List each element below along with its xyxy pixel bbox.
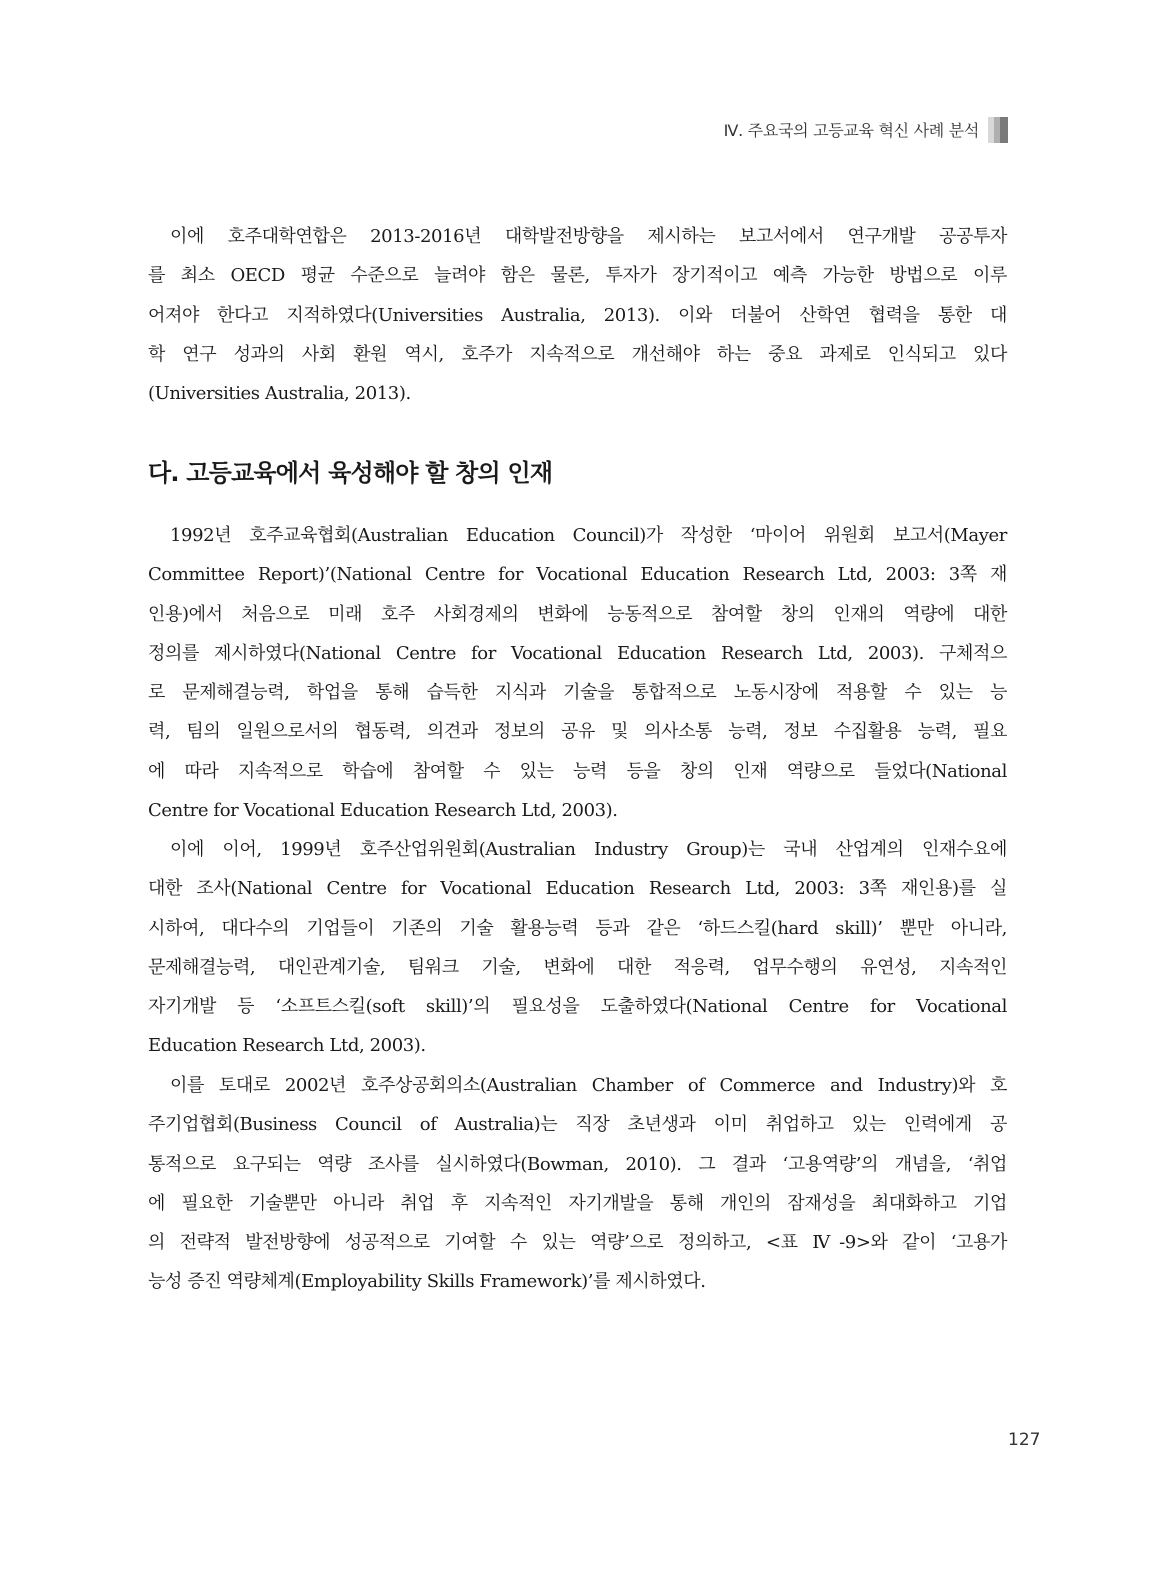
text-line: 의 전략적 발전방향에 성공적으로 기여할 수 있는 역량’으로 정의하고, <표 Ⅳ-9>와 같이 ‘고용가 [148, 1232, 1007, 1254]
running-header-title: Ⅳ. 주요국의 고등교육 혁신 사례 분석 [723, 121, 979, 140]
text-line: Committee Report)’(National Centre for Vocational Education Research Ltd, 2003: 3쪽 재 [148, 564, 1007, 586]
text-line: (Universities Australia, 2013). [148, 383, 411, 405]
text-line: Education Research Ltd, 2003). [148, 1035, 426, 1057]
text-line: 학 연구 성과의 사회 환원 역시, 호주가 지속적으로 개선해야 하는 중요 과제로 인식되고 있다 [148, 343, 1007, 365]
text-line: 어져야 한다고 지적하였다(Universities Australia, 2013). 이와 더불어 산학연 협력을 통한 대 [148, 304, 1007, 326]
text-line: 에 필요한 기술뿐만 아니라 취업 후 지속적인 자기개발을 통해 개인의 잠재성을 최대화하고 기업 [148, 1192, 1007, 1214]
paragraph-3 [148, 830, 1007, 1066]
text-line: 이에 이어, 1999년 호주산업위원회(Australian Industry Group)는 국내 산업계의 인재수요에 [170, 839, 1007, 860]
text-line: 로 문제해결능력, 학업을 통해 습득한 지식과 기술을 통합적으로 노동시장에 적용할 수 있는 능 [148, 682, 1007, 704]
text-line: 통적으로 요구되는 역량 조사를 실시하였다(Bowman, 2010). 그 결과 ‘고용역량’의 개념을, ‘취업 [148, 1153, 1007, 1175]
text-line: 력, 팀의 일원으로서의 협동력, 의견과 정보의 공유 및 의사소통 능력, 정보 수집활용 능력, 필요 [148, 721, 1007, 743]
text-line: 주기업협회(Business Council of Australia)는 직장 초년생과 이미 취업하고 있는 인력에게 공 [148, 1114, 1007, 1136]
text-line: 1992년 호주교육협회(Australian Education Council)가 작성한 ‘마이어 위원회 보고서(Mayer [170, 525, 1007, 546]
paragraph-1 [148, 217, 1007, 413]
paragraph-2 [148, 516, 1007, 830]
header-bar-segment [1000, 117, 1008, 143]
text-line: 능성 증진 역량체계(Employability Skills Framework)’를 제시하였다. [148, 1271, 706, 1293]
text-line: 이를 토대로 2002년 호주상공회의소(Australian Chamber of Commerce and Industry)와 호 [170, 1075, 1007, 1096]
text-line: Centre for Vocational Education Research Ltd, 2003). [148, 800, 618, 822]
text-line: 문제해결능력, 대인관계기술, 팀워크 기술, 변화에 대한 적응력, 업무수행의 유연성, 지속적인 [148, 956, 1007, 978]
text-line: 이에 호주대학연합은 2013-2016년 대학발전방향을 제시하는 보고서에서 연구개발 공공투자 [170, 226, 1007, 247]
paragraph-4 [148, 1066, 1007, 1302]
text-line: 를 최소 OECD 평균 수준으로 늘려야 함은 물론, 투자가 장기적이고 예측 가능한 방법으로 이루 [148, 265, 1007, 287]
header-decoration-bar [988, 117, 1008, 143]
text-line: 에 따라 지속적으로 학습에 참여할 수 있는 능력 등을 창의 인재 역량으로 들었다(National [148, 760, 1007, 782]
page-number: 127 [1008, 1430, 1041, 1450]
text-line: 정의를 제시하였다(National Centre for Vocational Education Research Ltd, 2003). 구체적으 [148, 642, 1007, 664]
text-line: 인용)에서 처음으로 미래 호주 사회경제의 변화에 능동적으로 참여할 창의 인재의 역량에 대한 [148, 603, 1007, 625]
text-line: 시하여, 대다수의 기업들이 기존의 기술 활용능력 등과 같은 ‘하드스킬(hard skill)’ 뿐만 아니라, [148, 917, 1007, 939]
section-heading: 다. 고등교육에서 육성해야 할 창의 인재 [148, 459, 553, 487]
text-line: 대한 조사(National Centre for Vocational Education Research Ltd, 2003: 3쪽 재인용)를 실 [148, 878, 1007, 900]
text-line: 자기개발 등 ‘소프트스킬(soft skill)’의 필요성을 도출하였다(National Centre for Vocational [148, 996, 1007, 1018]
